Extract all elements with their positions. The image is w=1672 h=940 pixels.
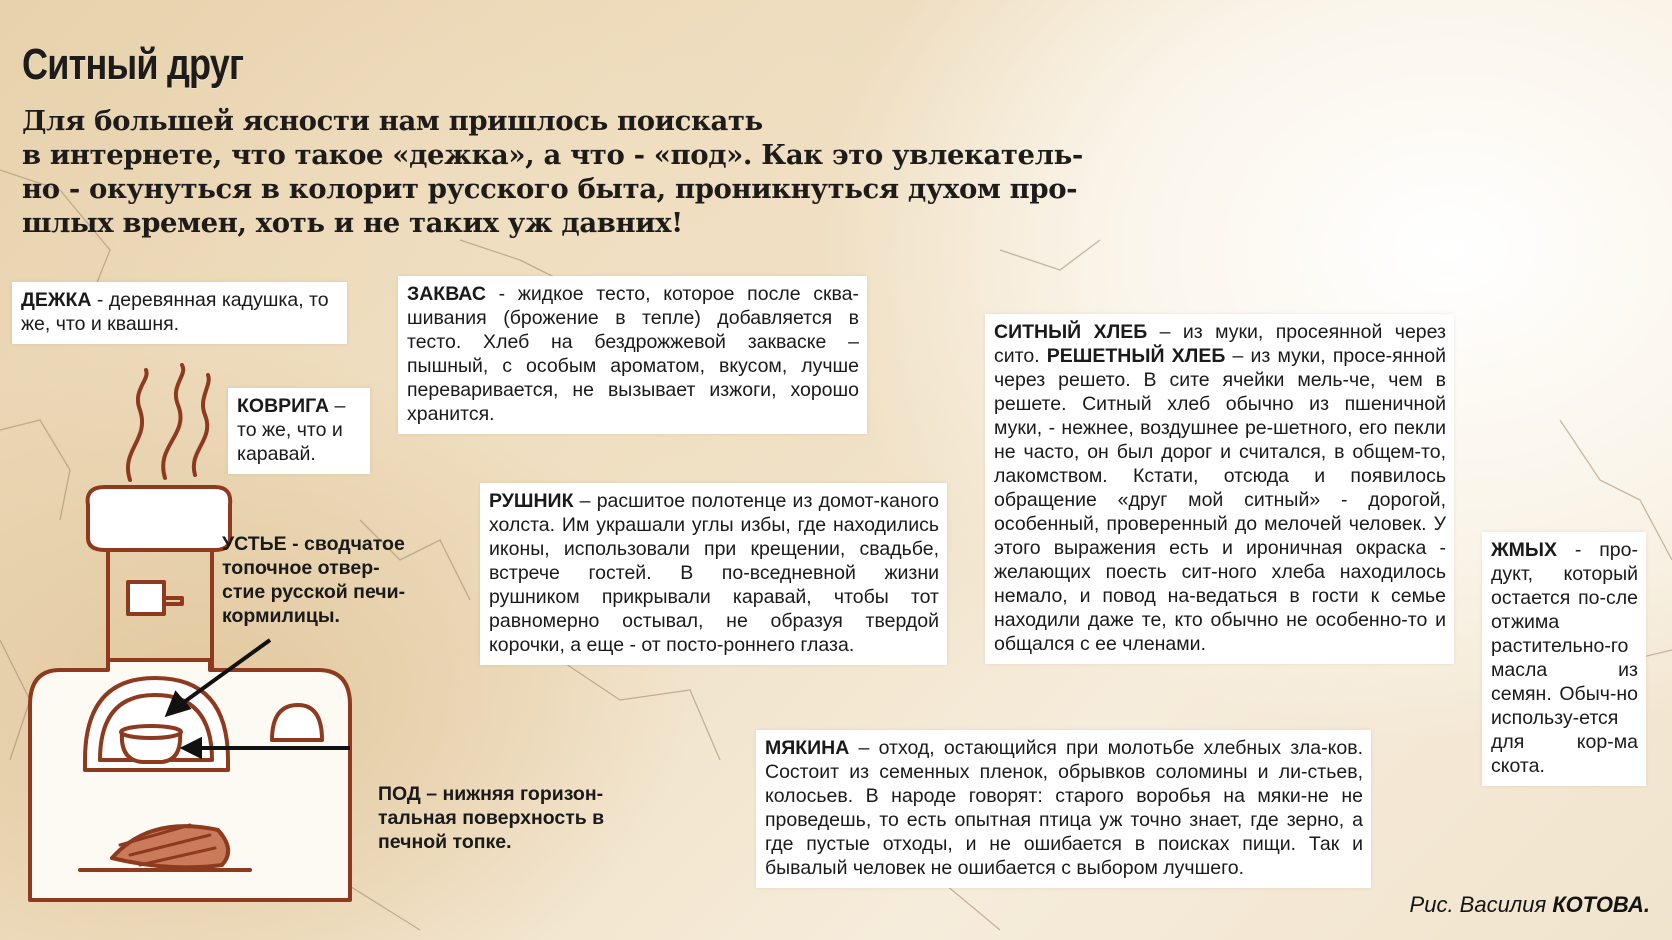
text-sitny: – из муки, просеянной через сито. [994, 321, 1446, 367]
term-reshetny: РЕШЕТНЫЙ ХЛЕБ [1046, 345, 1226, 367]
term-zakvas: ЗАКВАС [407, 283, 486, 305]
definition-rushnik [480, 483, 947, 665]
definition-myakina [756, 730, 1371, 888]
label-ustye: УСТЬЕ - сводчатое топочное отвер- стие русской печи- кормилицы. [222, 533, 406, 627]
term-sitny: СИТНЫЙ ХЛЕБ [994, 321, 1148, 343]
credit-prefix: Рис. Василия [1409, 892, 1553, 917]
text-reshetny: – из муки, просе-янной через решето. В сите ячейки мель-че, чем в решете. Ситный хлеб обычно из пшеничной муки, - нежнее, воздушнее ре-шетного, его пекли не часто, он был дорог и считался, в общем-то, лакомством. Кстати, отсюда и появилось обращение «друг мой ситный» - дорогой, особенный, проверенный до мелочей человек. У этого выражения есть и ироничная окраска - желающих поесть сит-ного хлеба находилось немало, и повод на-ведаться в гости к семье находили даже те, кто обычно не особенно-то и общался с ее членами. [994, 345, 1446, 655]
text-kovriga: – то же, что и каравай. [237, 395, 346, 465]
text-rushnik: – расшитое полотенце из домот-каного холста. Им украшали углы избы, где находились иконы, использовали при крещении, свадьбе, встрече гостей. В по-вседневной жизни рушником прикрывали каравай, чтобы тот равномерно остывал, не образуя твердой корочки, а еще - от посто-роннего глаза. [489, 490, 939, 656]
definition-sitny-khleb [985, 314, 1454, 664]
definition-dezhka [12, 282, 347, 344]
text-zakvas: - жидкое тесто, которое после сква-шивания (брожение в тепле) добавляется в тесто. Хлеб на бездрожжевой закваске – пышный, с особым ароматом, вкусом, лучше переваривается, не вызывает изжоги, хорошо хранится. [407, 283, 859, 425]
illustration-credit [1410, 892, 1650, 918]
text-dezhka: - деревянная кадушка, то же, что и квашня. [21, 289, 329, 335]
damper [128, 582, 164, 614]
definition-zhmykh [1482, 532, 1646, 786]
text-zhmykh: - про-дукт, который остается по-сле отжима растительно-го масла из семян. Обыч-но использу-ется для кор-ма скота. [1491, 539, 1638, 777]
label-pod: ПОД – нижняя горизон- тальная поверхность в печной топке. [378, 783, 605, 853]
term-rushnik: РУШНИК [489, 490, 574, 512]
page-title: Ситный друг [22, 40, 244, 89]
oven-niche [272, 705, 322, 740]
text-myakina: – отход, остающийся при молотьбе хлебных зла-ков. Состоит из семенных пленок, обрывков соломины и ли-стьев, колосьев. В народе говорят: старого воробья на мяки-не не проведешь, то есть опытная птица уж точно знает, где зерно, а где пустые отходы, и не ошибается в поисках пищи. Так и бывалый человек не ошибается с выбором лучшего. [765, 737, 1363, 879]
lead-paragraph: Для большей ясности нам пришлось поискать в интернете, что такое «дежка», а что - «под». Как это увлекатель- но - окунуться в колорит русского быта, проникнуться духом про- шлых времен, хоть и не таких уж давних! [22, 105, 1083, 239]
smoke-line [194, 375, 209, 475]
term-zhmykh: ЖМЫХ [1491, 539, 1557, 561]
chimney-cap [88, 487, 231, 550]
smoke-line [128, 370, 147, 480]
term-dezhka: ДЕЖКА [21, 289, 92, 311]
credit-name: КОТОВА. [1552, 892, 1650, 917]
term-myakina: МЯКИНА [765, 737, 850, 759]
smoke-line [163, 365, 183, 478]
term-kovriga: КОВРИГА [237, 395, 330, 417]
